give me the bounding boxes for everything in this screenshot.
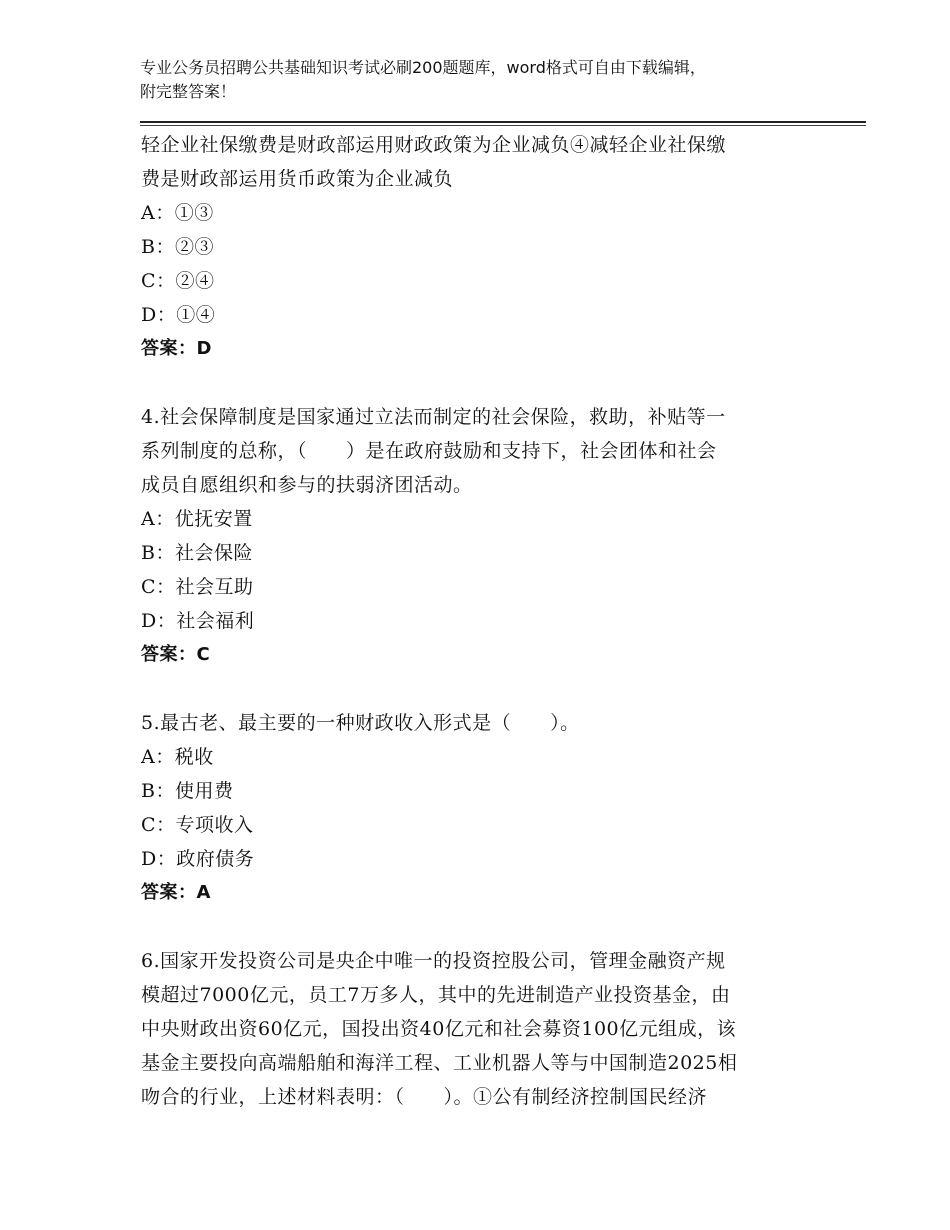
spacer <box>141 672 831 706</box>
spacer <box>141 910 831 944</box>
option-c: C：社会互助 <box>141 576 254 598</box>
question-6 <box>141 944 831 1114</box>
header-line-2: 附完整答案！ <box>140 82 237 101</box>
header-rule-thick <box>140 121 866 123</box>
option-b: B：社会保险 <box>141 542 253 564</box>
option-d: D：①④ <box>141 304 216 326</box>
question-4 <box>141 400 831 672</box>
question-5 <box>141 706 831 910</box>
page-header <box>140 56 830 104</box>
option-c: C：专项收入 <box>141 814 254 836</box>
option-d: D：社会福利 <box>141 610 255 632</box>
header-rule-thin <box>140 125 866 126</box>
option-c: C：②④ <box>141 270 215 292</box>
answer: 答案：A <box>141 882 211 903</box>
question-text-line: 轻企业社保缴费是财政部运用财政政策为企业减负④减轻企业社保缴 <box>141 134 727 156</box>
option-d: D：政府债务 <box>141 848 255 870</box>
question-text-line: 模超过7000亿元，员工7万多人，其中的先进制造产业投资基金，由 <box>141 984 731 1006</box>
question-3-continued <box>141 128 831 366</box>
question-text-line: 6.国家开发投资公司是央企中唯一的投资控股公司，管理金融资产规 <box>141 950 726 972</box>
spacer <box>141 366 831 400</box>
header-line-1: 专业公务员招聘公共基础知识考试必刷200题题库，word格式可自由下载编辑， <box>140 58 706 77</box>
question-text-line: 中央财政出资60亿元，国投出资40亿元和社会募资100亿元组成，该 <box>141 1018 737 1040</box>
question-text-line: 成员自愿组织和参与的扶弱济团活动。 <box>141 474 473 496</box>
option-a: A：优抚安置 <box>141 508 253 530</box>
question-text-line: 系列制度的总称，（ ）是在政府鼓励和支持下，社会团体和社会 <box>141 440 717 462</box>
answer: 答案：D <box>141 338 212 359</box>
question-list <box>141 128 831 1114</box>
option-a: A：①③ <box>141 202 214 224</box>
option-a: A：税收 <box>141 746 214 768</box>
question-text-line: 4.社会保障制度是国家通过立法而制定的社会保险，救助，补贴等一 <box>141 406 726 428</box>
question-text-line: 5.最古老、最主要的一种财政收入形式是（ ）。 <box>141 712 580 734</box>
question-text-line: 吻合的行业，上述材料表明：（ ）。①公有制经济控制国民经济 <box>141 1086 708 1108</box>
question-text-line: 费是财政部运用货币政策为企业减负 <box>141 168 454 190</box>
question-text-line: 基金主要投向高端船舶和海洋工程、工业机器人等与中国制造2025相 <box>141 1052 738 1074</box>
answer: 答案：C <box>141 644 211 665</box>
option-b: B：使用费 <box>141 780 234 802</box>
option-b: B：②③ <box>141 236 214 258</box>
